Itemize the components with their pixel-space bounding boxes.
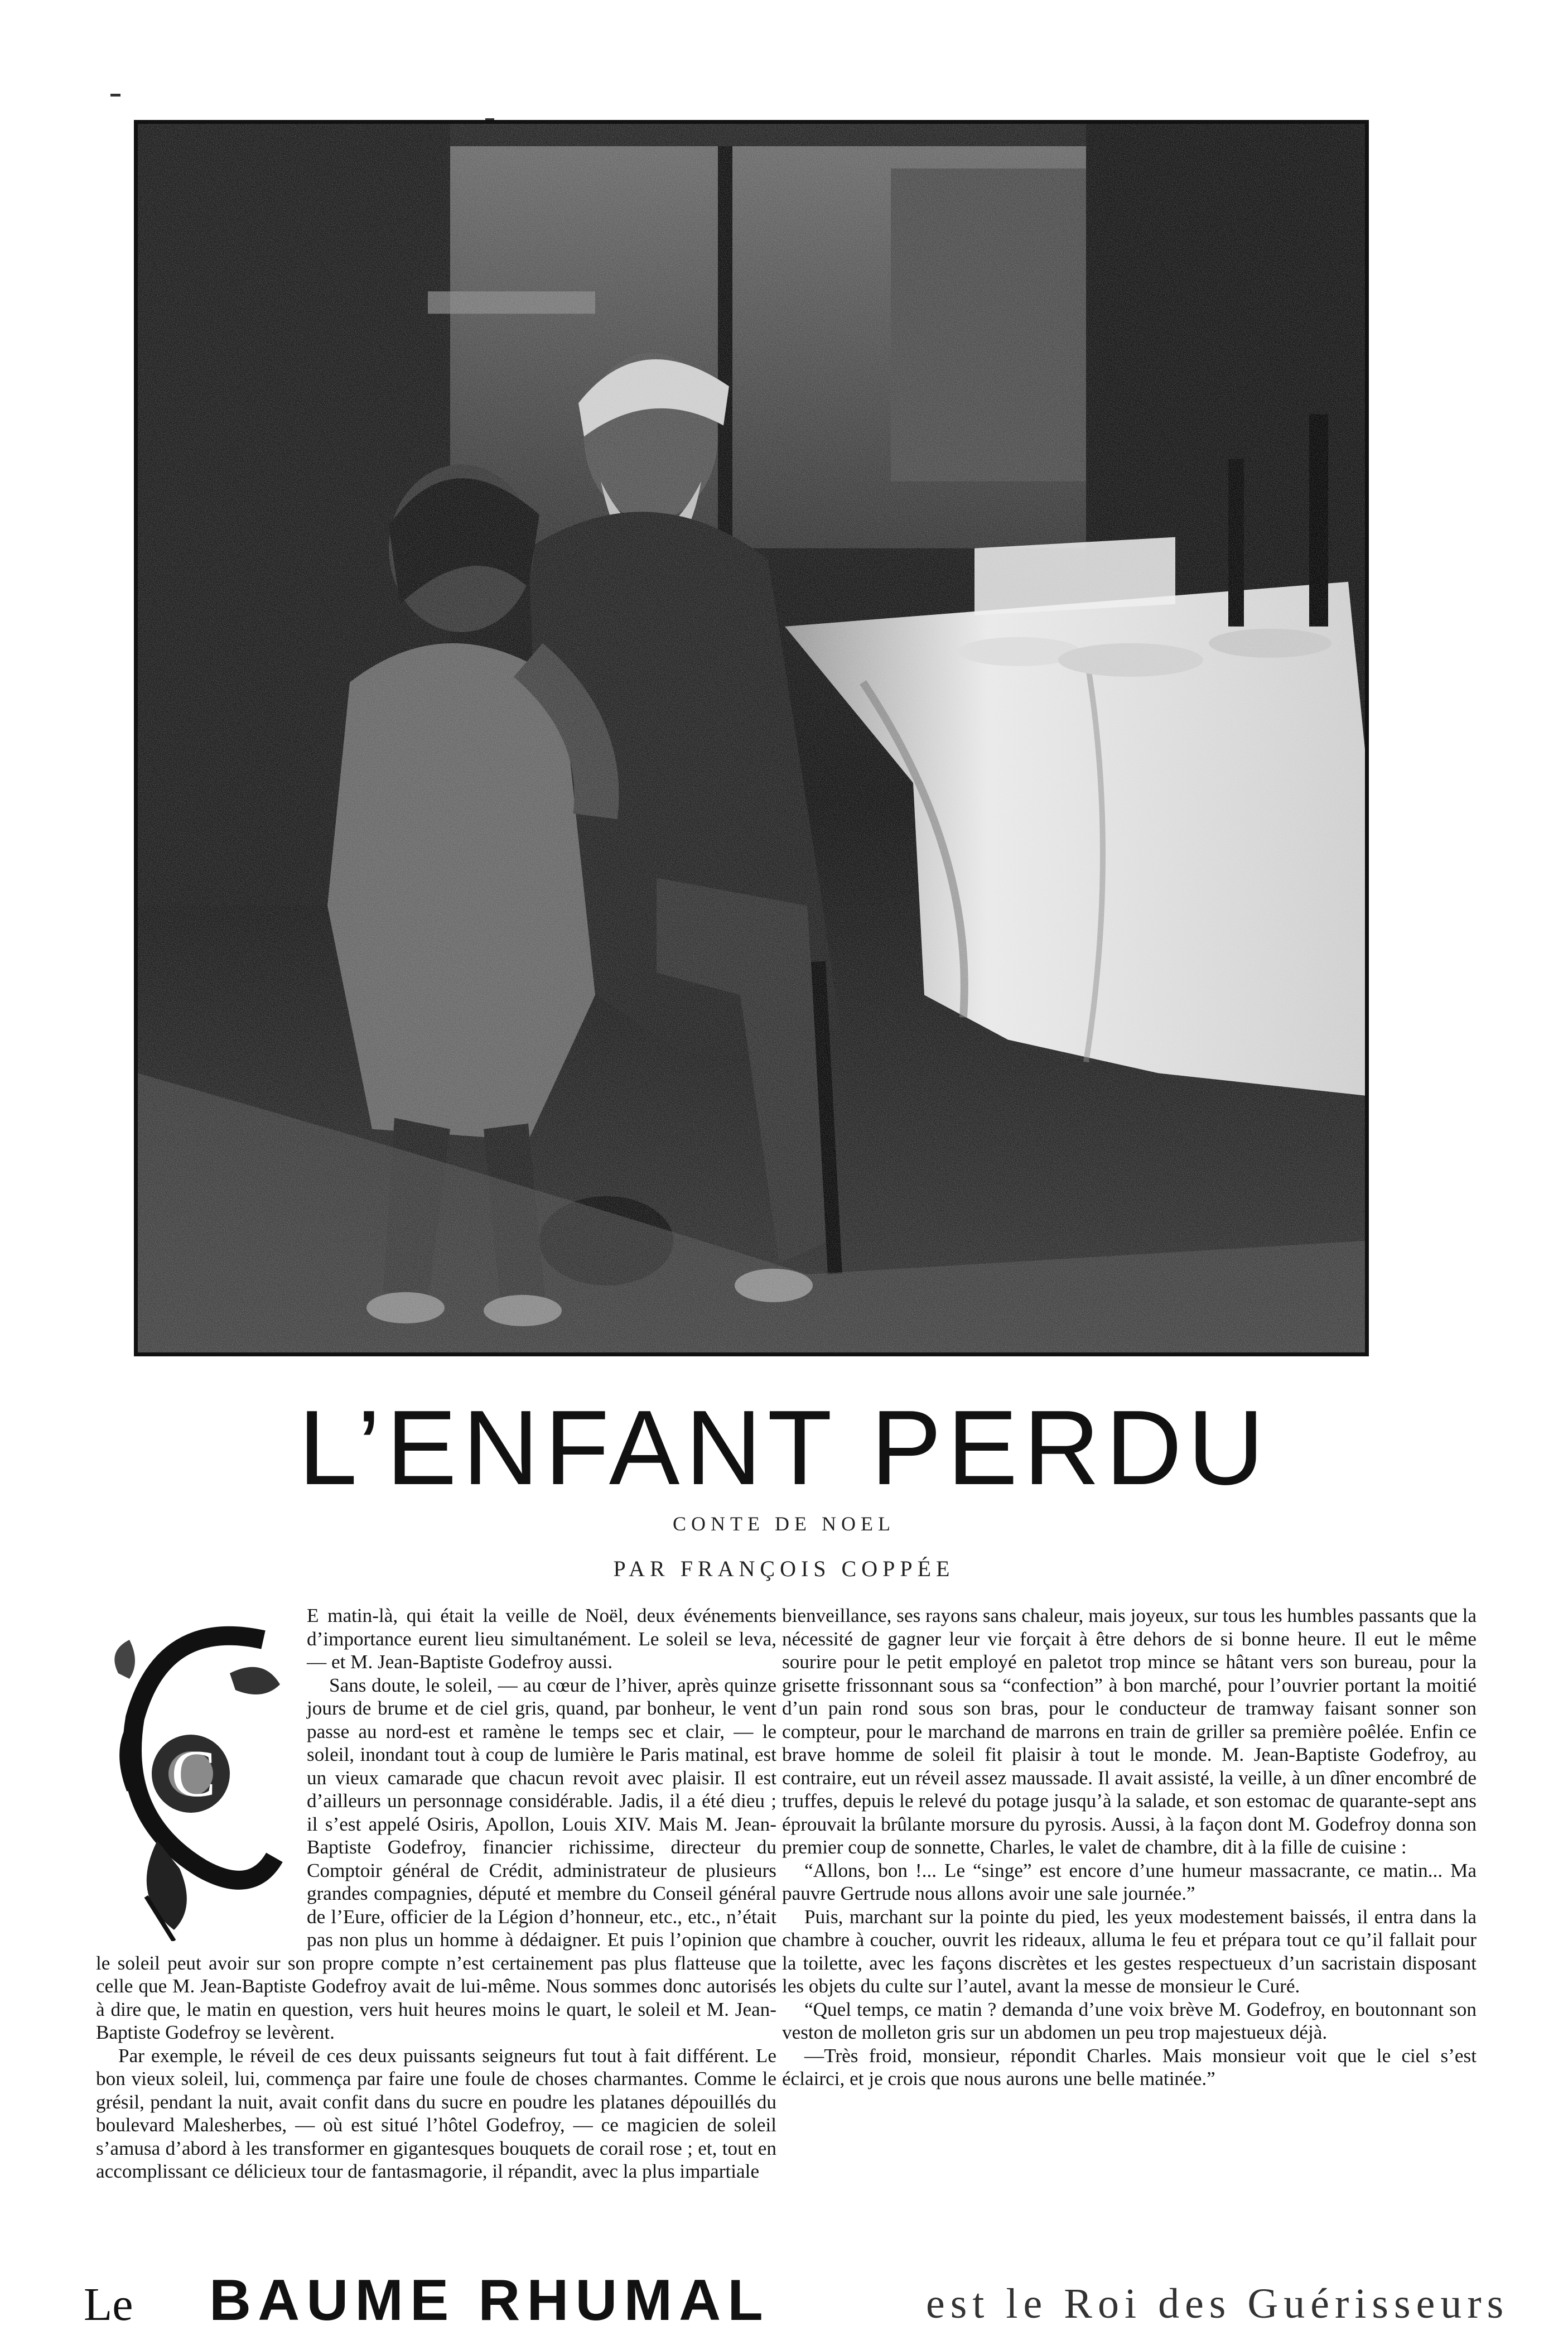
drop-cap-ornament bbox=[96, 1606, 297, 1941]
advertisement-tagline: est le Roi des Guérisseurs bbox=[926, 2280, 1509, 2327]
story-subtitle: CONTE DE NOEL bbox=[673, 1513, 895, 1535]
paragraph: E matin-là, qui était la veille de Noël, deux événements d’importance eurent lieu simultanément. Le soleil se leva, — et M. Jean-Baptiste Godefroy aussi. bbox=[307, 1605, 776, 1673]
text-column-right bbox=[782, 1604, 1477, 2091]
text-column-left bbox=[96, 1604, 776, 2183]
advertisement-brand: BAUME RHUMAL bbox=[209, 2268, 770, 2333]
paragraph: “Quel temps, ce matin ? demanda d’une voix brève M. Godefroy, en boutonnant son veston de molleton gris sur un abdomen un peu trop majestueux déjà. bbox=[782, 1998, 1477, 2043]
print-mark bbox=[110, 94, 120, 97]
engraving-grain bbox=[138, 124, 1365, 1352]
paragraph: “Allons, bon !... Le “singe” est encore d’une humeur massacrante, ce matin... Ma pauvre Gertrude nous allons avoir une sale journée.” bbox=[782, 1859, 1477, 1904]
ornate-drop-cap bbox=[96, 1606, 297, 1941]
story-author: PAR FRANÇOIS COPPÉE bbox=[613, 1556, 955, 1581]
drop-cap-letter: C bbox=[171, 1736, 216, 1811]
paragraph: Puis, marchant sur la pointe du pied, les yeux modestement baissés, il entra dans la chambre à coucher, ouvrit les rideaux, alluma le feu et prépara tout ce qu’il fallait pour la toilette, avec les façons discrètes et les gestes respectueux d’un sacristain disposant les objets du culte sur l’autel, avant la messe de monsieur le Curé. bbox=[782, 1905, 1477, 1997]
paragraph: —Très froid, monsieur, répondit Charles. Mais monsieur voit que le ciel s’est éclairci, et je crois que nous aurons une belle matinée.” bbox=[782, 2044, 1477, 2089]
story-illustration bbox=[134, 120, 1369, 1356]
advertisement-banner bbox=[84, 2265, 1509, 2333]
paragraph: Sans doute, le soleil, — au cœur de l’hiver, après quinze jours de brume et de ciel gris, quand, par bonheur, le vent passe au nord-est et ramène le temps sec et clair, — le soleil, inondant tout à coup de lumière le Paris matinal, est un vieux camarade que chacun revoit avec plaisir. Il est d’ailleurs un personnage considérable. Jadis, il a été dieu ; il s’est appelé Osiris, Apollon, Louis XIV. Mais M. Jean-Baptiste Godefroy, financier richissime, directeur du Comptoir général de Crédit, administrateur de plusieurs grandes compagnies, député et membre du Conseil général de l’Eure, officier de la Légion d’honneur, etc., etc., n’était pas non plus un homme à dédaigner. Et puis l’opinion que le soleil peut avoir sur son propre compte n’est certainement pas plus flatteuse que celle que M. Jean-Baptiste Godefroy avait de lui-même. Nous sommes donc autorisés à dire que, le matin en question, vers huit heures moins le quart, le soleil et M. Jean-Baptiste Godefroy se levèrent. bbox=[96, 1674, 776, 2043]
advertisement-prefix: Le bbox=[84, 2279, 133, 2331]
engraving-scene bbox=[138, 124, 1365, 1352]
paragraph: bienveillance, ses rayons sans chaleur, mais joyeux, sur tous les humbles passants que la nécessité de gagner leur vie forçait à être dehors de si bonne heure. Il eut le même sourire pour le petit employé en paletot trop mince se hâtant vers son bureau, pour la grisette frissonnant sous sa “confection” à bon marché, pour l’ouvrier portant la moitié d’un pain rond sous son bras, pour le conducteur de tramway faisant sonner son compteur, pour le marchand de marrons en train de griller sa première poêlée. Enfin ce brave homme de soleil fit plaisir à tout le monde. M. Jean-Baptiste Godefroy, au contraire, eut un réveil assez maussade. Il avait assisté, la veille, à un dîner encombré de truffes, depuis le relevé du potage jusqu’à la salade, et son estomac de quarante-sept ans éprouvait la brûlante morsure du pyrosis. Aussi, à la façon dont M. Godefroy donna son premier coup de sonnette, Charles, le valet de chambre, dit à la fille de cuisine : bbox=[782, 1605, 1477, 1858]
story-title: L’ENFANT PERDU bbox=[298, 1389, 1270, 1507]
paragraph: Par exemple, le réveil de ces deux puissants seigneurs fut tout à fait différent. Le bon vieux soleil, lui, commença par faire une foule de choses charmantes. Comme le grésil, pendant la nuit, avait confit dans du sucre en poudre les platanes dépouillés du boulevard Malesherbes, — où est situé l’hôtel Godefroy, — ce magicien de soleil s’amusa d’abord à les transformer en gigantesques bouquets de corail rose ; et, tout en accomplissant ce délicieux tour de fantasmagorie, il répandit, avec la plus impartiale bbox=[96, 2044, 776, 2182]
